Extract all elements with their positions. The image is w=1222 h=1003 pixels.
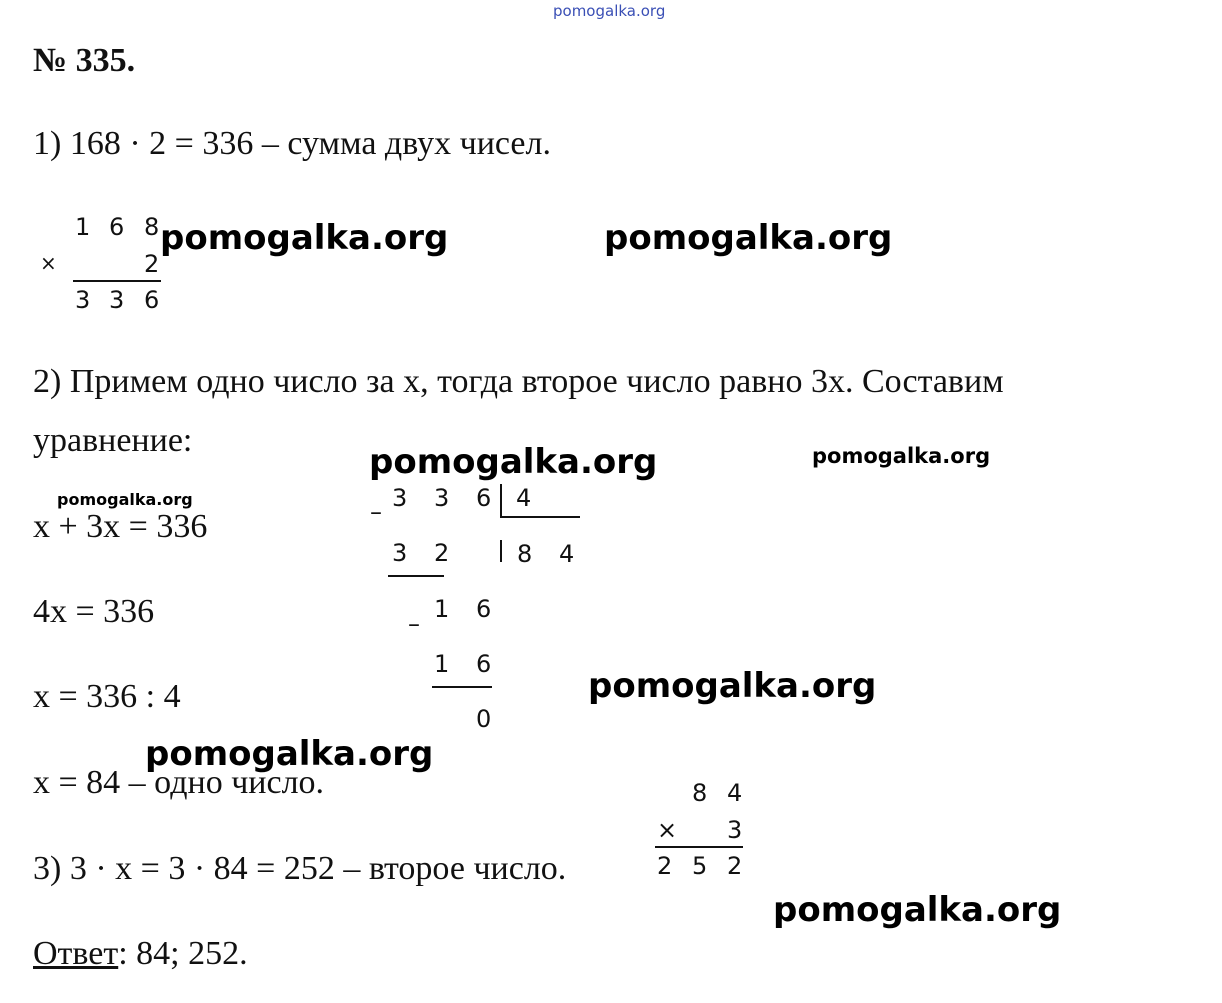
division-line-2 [432,686,492,688]
subtrahend-digit: 1 [434,650,450,678]
mult2-digit: 8 [692,779,708,807]
mult1-multiplier: 2 [144,250,160,278]
dividend-digit: 3 [392,484,408,512]
minus-sign: – [370,498,382,526]
watermark: pomogalka.org [604,218,893,258]
step-1-text: 1) 168 · 2 = 336 – сумма двух чисел. [33,125,551,162]
watermark: pomogalka.org [369,442,658,482]
watermark: pomogalka.org [57,490,193,509]
equation-line: x = 84 – одно число. [33,764,325,801]
divisor-line [500,516,580,518]
mult2-result-digit: 5 [692,852,708,880]
mult1-digit: 8 [144,213,160,241]
watermark: pomogalka.org [160,218,449,258]
remainder-digit: 1 [434,595,450,623]
step-3-text: 3) 3 · x = 3 · 84 = 252 – второе число. [33,850,567,887]
mult2-digit: 4 [727,779,743,807]
equation-line: x = 336 : 4 [33,678,181,715]
answer-label: Ответ [33,935,119,972]
mult1-result-digit: 6 [144,286,160,314]
step-2-text-cont: уравнение: [33,422,193,459]
mult1-line [73,280,161,282]
watermark: pomogalka.org [145,734,434,774]
watermark: pomogalka.org [812,444,991,468]
equation-line: x + 3x = 336 [33,508,208,545]
division-line-1 [388,575,444,577]
subtrahend-digit: 2 [434,539,450,567]
mult1-result-digit: 3 [109,286,125,314]
minus-sign: – [408,610,420,638]
mult2-multiplier: 3 [727,816,743,844]
answer-values: : 84; 252. [118,935,248,972]
final-remainder: 0 [476,705,492,733]
mult1-result-digit: 3 [75,286,91,314]
division-bar [500,484,502,516]
dividend-digit: 6 [476,484,492,512]
watermark-top: pomogalka.org [553,2,666,20]
watermark: pomogalka.org [588,666,877,706]
mult2-result-digit: 2 [657,852,673,880]
equation-line: 4x = 336 [33,593,155,630]
mult1-digit: 1 [75,213,91,241]
multiply-sign: × [40,251,57,275]
problem-number: № 335. [33,42,136,79]
subtrahend-digit: 3 [392,539,408,567]
mult2-result-digit: 2 [727,852,743,880]
dividend-digit: 3 [434,484,450,512]
quotient-digit: 4 [559,540,575,568]
mult2-line [655,846,743,848]
multiply-sign: × [657,816,678,844]
mult1-digit: 6 [109,213,125,241]
watermark: pomogalka.org [773,890,1062,930]
remainder-digit: 6 [476,595,492,623]
subtrahend-digit: 6 [476,650,492,678]
answer-line [33,937,248,971]
divisor: 4 [516,484,532,512]
quotient-digit: 8 [517,540,533,568]
division-bar-lower [500,540,502,562]
step-2-text: 2) Примем одно число за x, тогда второе число равно 3x. Составим [33,363,1004,400]
